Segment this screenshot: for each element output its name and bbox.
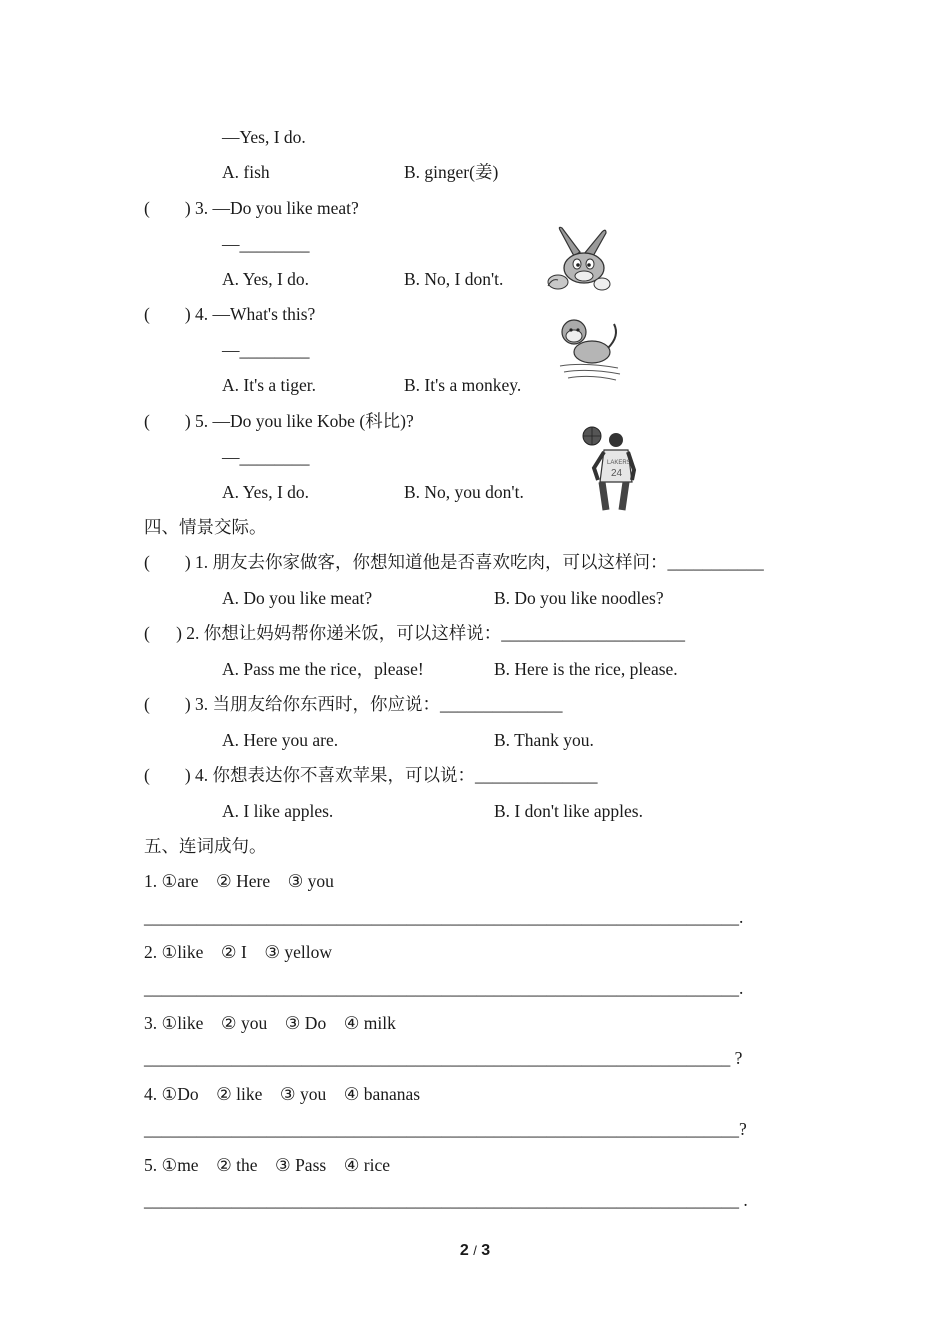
q3-stem: ( ) 3. —Do you like meat? bbox=[144, 198, 359, 218]
svg-text:24: 24 bbox=[611, 468, 623, 479]
section5-heading: 五、连词成句。 bbox=[144, 836, 267, 856]
q5-stem: ( ) 5. —Do you like Kobe (科比)? bbox=[144, 411, 414, 431]
s5-q3-answer-line: ___________________________________________________________________ ? bbox=[144, 1048, 743, 1068]
monkey-illustration bbox=[554, 312, 624, 384]
s4-q3-stem: ( ) 3. 当朋友给你东西时，你应说：______________ bbox=[144, 694, 563, 714]
s5-q1-words: 1. ①are ② Here ③ you bbox=[144, 871, 334, 891]
s5-q1-answer-line: ____________________________________________________________________. bbox=[144, 907, 744, 927]
q4-stem: ( ) 4. —What's this? bbox=[144, 304, 316, 324]
q3-option-a: A. Yes, I do. bbox=[222, 269, 310, 289]
rabbit-illustration bbox=[544, 226, 616, 294]
q4-blank: —________ bbox=[222, 340, 310, 360]
q4-option-a: A. It's a tiger. bbox=[222, 375, 317, 395]
q2-answer-line: —Yes, I do. bbox=[222, 127, 306, 147]
s5-q5-answer-line: ____________________________________________________________________ . bbox=[144, 1190, 748, 1210]
s5-q4-words: 4. ①Do ② like ③ you ④ bananas bbox=[144, 1084, 421, 1104]
q2-option-b: B. ginger(姜) bbox=[404, 162, 499, 182]
s4-q4-option-a: A. I like apples. bbox=[222, 801, 334, 821]
s4-q2-option-a: A. Pass me the rice，please! bbox=[222, 659, 424, 679]
q2-option-a: A. fish bbox=[222, 162, 270, 182]
basketball-player-illustration bbox=[578, 424, 640, 512]
s4-q3-option-a: A. Here you are. bbox=[222, 730, 339, 750]
s4-q4-stem: ( ) 4. 你想表达你不喜欢苹果，可以说：______________ bbox=[144, 765, 598, 785]
s4-q2-option-b: B. Here is the rice, please. bbox=[494, 659, 678, 679]
s5-q2-answer-line: ____________________________________________________________________. bbox=[144, 978, 744, 998]
s5-q3-words: 3. ①like ② you ③ Do ④ milk bbox=[144, 1013, 396, 1033]
s4-q1-stem: ( ) 1. 朋友去你家做客，你想知道他是否喜欢吃肉，可以这样问：___________ bbox=[144, 552, 764, 572]
section4-heading: 四、情景交际。 bbox=[144, 517, 267, 537]
s4-q3-option-b: B. Thank you. bbox=[494, 730, 594, 750]
page-separator: / bbox=[473, 1243, 477, 1258]
s5-q5-words: 5. ①me ② the ③ Pass ④ rice bbox=[144, 1155, 390, 1175]
q4-option-b: B. It's a monkey. bbox=[404, 375, 522, 395]
q5-blank: —________ bbox=[222, 447, 310, 467]
s5-q2-words: 2. ①like ② I ③ yellow bbox=[144, 942, 333, 962]
s4-q4-option-b: B. I don't like apples. bbox=[494, 801, 643, 821]
svg-text:LAKERS: LAKERS bbox=[607, 460, 631, 466]
q5-option-b: B. No, you don't. bbox=[404, 482, 524, 502]
q3-option-b: B. No, I don't. bbox=[404, 269, 504, 289]
s4-q1-option-b: B. Do you like noodles? bbox=[494, 588, 664, 608]
q5-option-a: A. Yes, I do. bbox=[222, 482, 310, 502]
page-total: 3 bbox=[481, 1242, 491, 1259]
s4-q2-stem: ( ) 2. 你想让妈妈帮你递米饭，可以这样说：_____________________ bbox=[144, 623, 686, 643]
page-current: 2 bbox=[459, 1242, 469, 1259]
s5-q4-answer-line: ____________________________________________________________________? bbox=[144, 1119, 747, 1139]
q3-blank: —________ bbox=[222, 234, 310, 254]
page-number bbox=[0, 1242, 950, 1260]
s4-q1-option-a: A. Do you like meat? bbox=[222, 588, 373, 608]
